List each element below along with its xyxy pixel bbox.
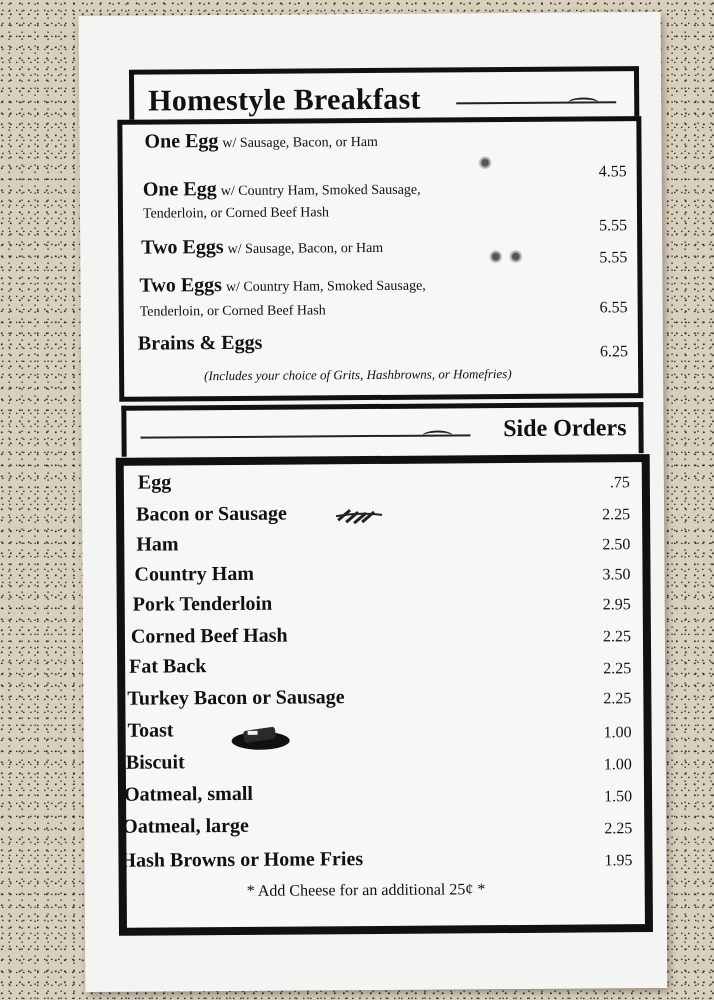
breakfast-section (117, 116, 643, 402)
item-name: Two Eggs (139, 274, 222, 297)
item-price: 4.55 (598, 163, 627, 181)
side-item: Fat Back (129, 655, 207, 678)
item-desc-line2: Tenderloin, or Corned Beef Hash (142, 205, 330, 222)
side-price: 1.00 (603, 724, 632, 742)
side-price: 2.25 (604, 820, 633, 838)
side-orders-title: Side Orders (503, 415, 627, 443)
includes-note: (Includes your choice of Grits, Hashbrowns, or Homefries) (204, 366, 512, 384)
side-price: 2.50 (602, 536, 631, 554)
item-price: 6.25 (599, 343, 629, 361)
egg-icon (479, 156, 492, 169)
side-item: Corned Beef Hash (130, 624, 288, 648)
breakfast-item-3 (141, 235, 383, 260)
side-price: 1.00 (603, 756, 632, 774)
side-price: 3.50 (602, 566, 631, 584)
menu-page (79, 12, 668, 992)
item-desc-line2: Tenderloin, or Corned Beef Hash (139, 303, 326, 320)
bacon-icon (334, 508, 384, 524)
side-price: 1.50 (604, 788, 633, 806)
item-price: 5.55 (599, 249, 628, 267)
breakfast-item-4 (139, 273, 425, 298)
side-price: 2.25 (603, 660, 632, 678)
side-item: Turkey Bacon or Sausage (127, 686, 345, 710)
side-item: Oatmeal, small (123, 782, 253, 806)
title-flourish (456, 101, 616, 104)
breakfast-item-5 (138, 332, 263, 356)
side-price: 2.25 (602, 628, 632, 646)
side-item: Ham (136, 533, 179, 556)
side-orders-section (116, 454, 653, 936)
side-item: Oatmeal, large (122, 814, 249, 838)
item-desc: w/ Sausage, Bacon, or Ham (227, 240, 384, 258)
side-price: 2.95 (602, 596, 631, 614)
breakfast-item-2 (143, 177, 421, 202)
item-desc: w/ Country Ham, Smoked Sausage, (220, 182, 421, 200)
side-flourish (141, 434, 471, 438)
cheese-note: * Add Cheese for an additional 25¢ * (246, 881, 486, 900)
side-price: 2.25 (602, 506, 631, 524)
item-price: 5.55 (599, 217, 628, 235)
item-price: 6.55 (599, 299, 628, 317)
breakfast-title: Homestyle Breakfast (148, 82, 421, 118)
side-price: 2.25 (603, 690, 632, 708)
side-item: Pork Tenderloin (132, 592, 273, 616)
side-item: Hash Browns or Home Fries (120, 848, 364, 872)
side-item: Biscuit (125, 751, 185, 774)
breakfast-item-1 (144, 129, 378, 154)
side-orders-header (121, 402, 643, 457)
side-item: Country Ham (134, 562, 255, 586)
side-item: Toast (127, 719, 174, 742)
side-price: .75 (609, 474, 630, 492)
item-desc: w/ Sausage, Bacon, or Ham (222, 134, 378, 152)
egg-icon (489, 250, 502, 263)
side-item: Egg (137, 471, 172, 494)
item-desc: w/ Country Ham, Smoked Sausage, (225, 278, 426, 296)
side-price: 1.95 (604, 852, 633, 870)
egg-icon (509, 250, 522, 263)
item-name: Brains & Eggs (137, 331, 263, 355)
item-name: Two Eggs (141, 236, 224, 259)
toast-icon (230, 723, 292, 751)
item-name: One Egg (144, 130, 219, 153)
side-item: Bacon or Sausage (136, 502, 287, 526)
item-name: One Egg (142, 178, 217, 201)
